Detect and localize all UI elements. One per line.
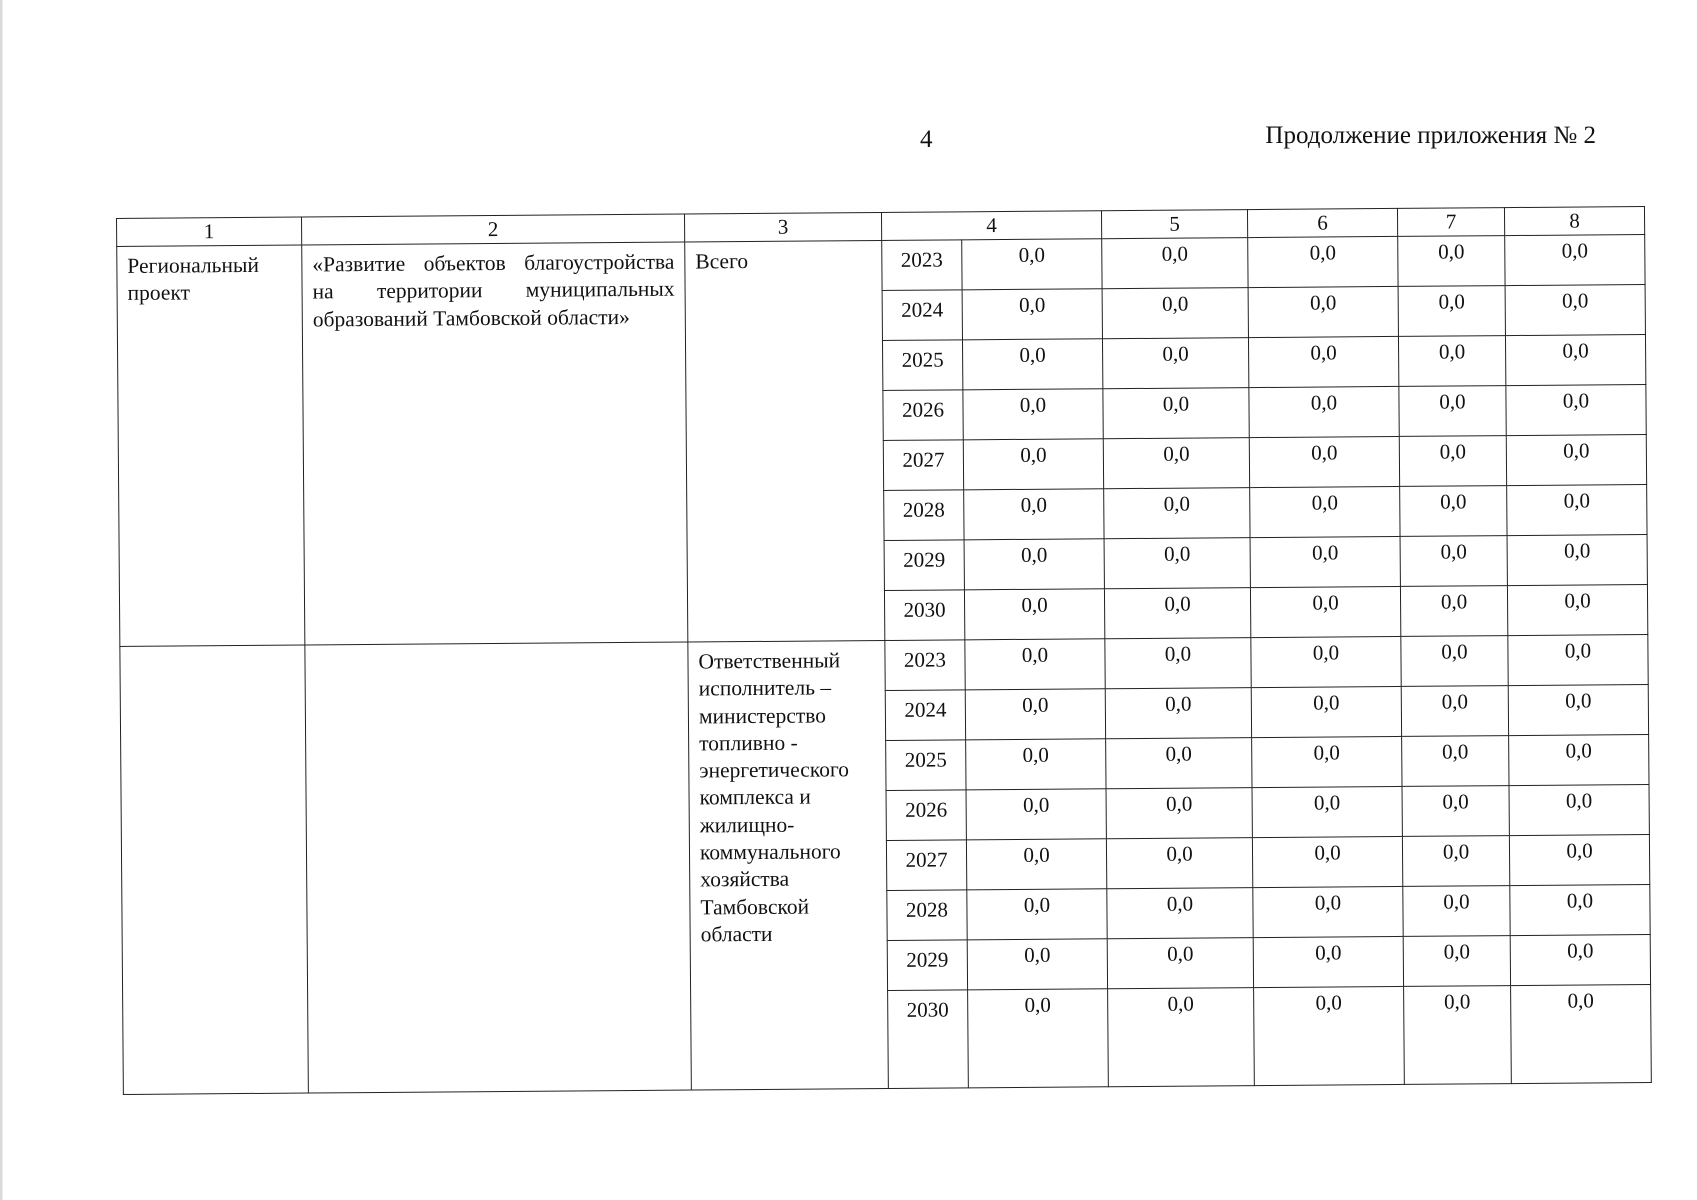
value-cell: 0,0 — [1102, 338, 1248, 389]
year-cell: 2026 — [886, 790, 966, 841]
value-cell: 0,0 — [1400, 536, 1507, 587]
value-cell: 0,0 — [1506, 434, 1646, 485]
value-cell: 0,0 — [1104, 588, 1250, 639]
value-cell: 0,0 — [1250, 536, 1400, 587]
year-cell: 2030 — [888, 990, 969, 1089]
value-cell: 0,0 — [1103, 438, 1249, 489]
value-cell: 0,0 — [963, 389, 1103, 440]
value-cell: 0,0 — [1505, 334, 1645, 385]
value-cell: 0,0 — [1252, 836, 1402, 887]
value-cell: 0,0 — [967, 939, 1107, 990]
value-cell: 0,0 — [1105, 688, 1251, 739]
value-cell: 0,0 — [1510, 884, 1650, 935]
value-cell: 0,0 — [1106, 788, 1252, 839]
source-cell: Всего — [685, 240, 885, 642]
value-cell: 0,0 — [1510, 934, 1650, 985]
year-cell: 2025 — [886, 740, 966, 791]
year-cell: 2028 — [884, 490, 964, 541]
value-cell: 0,0 — [1505, 284, 1645, 335]
value-cell: 0,0 — [1104, 538, 1250, 589]
column-header: 6 — [1247, 208, 1397, 237]
year-cell: 2028 — [887, 890, 967, 941]
value-cell: 0,0 — [1254, 986, 1405, 1085]
value-cell: 0,0 — [1253, 936, 1403, 987]
project-type-cell: Региональный проект — [117, 245, 305, 646]
value-cell: 0,0 — [1106, 838, 1252, 889]
value-cell: 0,0 — [1250, 586, 1400, 637]
page-number: 4 — [920, 126, 933, 153]
value-cell: 0,0 — [964, 589, 1104, 640]
value-cell: 0,0 — [1507, 484, 1647, 535]
year-cell: 2023 — [882, 240, 962, 291]
appendix-continuation-label: Продолжение приложения № 2 — [1265, 122, 1596, 149]
value-cell: 0,0 — [1249, 386, 1399, 437]
value-cell: 0,0 — [1399, 436, 1506, 487]
value-cell: 0,0 — [1251, 636, 1401, 687]
value-cell: 0,0 — [1102, 238, 1248, 289]
column-header: 4 — [881, 211, 1101, 241]
value-cell: 0,0 — [1509, 834, 1649, 885]
project-name-cell-empty — [305, 642, 692, 1093]
value-cell: 0,0 — [1398, 286, 1505, 337]
column-header: 3 — [684, 212, 881, 242]
value-cell: 0,0 — [1250, 486, 1400, 537]
year-cell: 2029 — [887, 940, 967, 991]
value-cell: 0,0 — [1249, 436, 1399, 487]
value-cell: 0,0 — [1509, 734, 1649, 785]
year-cell: 2030 — [884, 590, 964, 641]
value-cell: 0,0 — [962, 239, 1102, 290]
value-cell: 0,0 — [963, 439, 1103, 490]
value-cell: 0,0 — [1107, 938, 1253, 989]
value-cell: 0,0 — [1506, 384, 1646, 435]
value-cell: 0,0 — [964, 489, 1104, 540]
value-cell: 0,0 — [1398, 336, 1505, 387]
column-header: 8 — [1504, 206, 1644, 235]
year-cell: 2025 — [882, 340, 962, 391]
value-cell: 0,0 — [1103, 388, 1249, 439]
value-cell: 0,0 — [1507, 534, 1647, 585]
scan-edge-shadow — [2, 0, 3, 1200]
value-cell: 0,0 — [1404, 986, 1512, 1085]
value-cell: 0,0 — [1402, 836, 1509, 887]
budget-table — [116, 206, 1652, 1095]
value-cell: 0,0 — [962, 339, 1102, 390]
column-header: 7 — [1397, 208, 1504, 237]
value-cell: 0,0 — [1102, 288, 1248, 339]
year-cell: 2024 — [885, 690, 965, 741]
value-cell: 0,0 — [1505, 234, 1645, 285]
value-cell: 0,0 — [966, 789, 1106, 840]
column-header: 2 — [301, 214, 684, 245]
value-cell: 0,0 — [1508, 684, 1648, 735]
value-cell: 0,0 — [1508, 634, 1648, 685]
value-cell: 0,0 — [965, 689, 1105, 740]
value-cell: 0,0 — [1252, 736, 1402, 787]
value-cell: 0,0 — [1402, 736, 1509, 787]
value-cell: 0,0 — [1106, 738, 1252, 789]
budget-table-container — [116, 206, 1651, 1102]
value-cell: 0,0 — [968, 989, 1109, 1088]
value-cell: 0,0 — [1105, 638, 1251, 689]
value-cell: 0,0 — [1248, 286, 1398, 337]
value-cell: 0,0 — [1107, 888, 1253, 939]
value-cell: 0,0 — [1253, 886, 1403, 937]
responsible-executor-cell: Ответственный исполнитель – министерство топливно - энергетического комплекса и жилищно-коммунального хозяйства Тамбовской области — [688, 640, 889, 1090]
value-cell: 0,0 — [962, 289, 1102, 340]
value-cell: 0,0 — [1403, 886, 1510, 937]
year-cell: 2029 — [884, 540, 964, 591]
value-cell: 0,0 — [1251, 686, 1401, 737]
column-header: 5 — [1101, 210, 1247, 239]
value-cell: 0,0 — [1108, 988, 1255, 1087]
value-cell: 0,0 — [1401, 636, 1508, 687]
year-cell: 2027 — [883, 440, 963, 491]
year-cell: 2023 — [885, 640, 965, 691]
value-cell: 0,0 — [964, 539, 1104, 590]
value-cell: 0,0 — [1402, 786, 1509, 837]
value-cell: 0,0 — [1399, 386, 1506, 437]
value-cell: 0,0 — [1403, 936, 1510, 987]
project-type-cell-empty — [120, 645, 309, 1094]
value-cell: 0,0 — [1401, 686, 1508, 737]
value-cell: 0,0 — [967, 889, 1107, 940]
value-cell: 0,0 — [965, 639, 1105, 690]
year-cell: 2024 — [882, 290, 962, 341]
value-cell: 0,0 — [1400, 486, 1507, 537]
value-cell: 0,0 — [966, 739, 1106, 790]
value-cell: 0,0 — [1104, 488, 1250, 539]
value-cell: 0,0 — [1248, 336, 1398, 387]
project-name-cell: «Развитие объектов благоустройства на территории муниципальных образований Тамбовской области» — [302, 242, 688, 645]
value-cell: 0,0 — [1507, 584, 1647, 635]
value-cell: 0,0 — [1511, 984, 1652, 1083]
column-header: 1 — [117, 217, 302, 246]
year-cell: 2026 — [883, 390, 963, 441]
value-cell: 0,0 — [966, 839, 1106, 890]
value-cell: 0,0 — [1398, 236, 1505, 287]
year-cell: 2027 — [886, 840, 966, 891]
value-cell: 0,0 — [1252, 786, 1402, 837]
value-cell: 0,0 — [1400, 586, 1507, 637]
value-cell: 0,0 — [1248, 236, 1398, 287]
value-cell: 0,0 — [1509, 784, 1649, 835]
